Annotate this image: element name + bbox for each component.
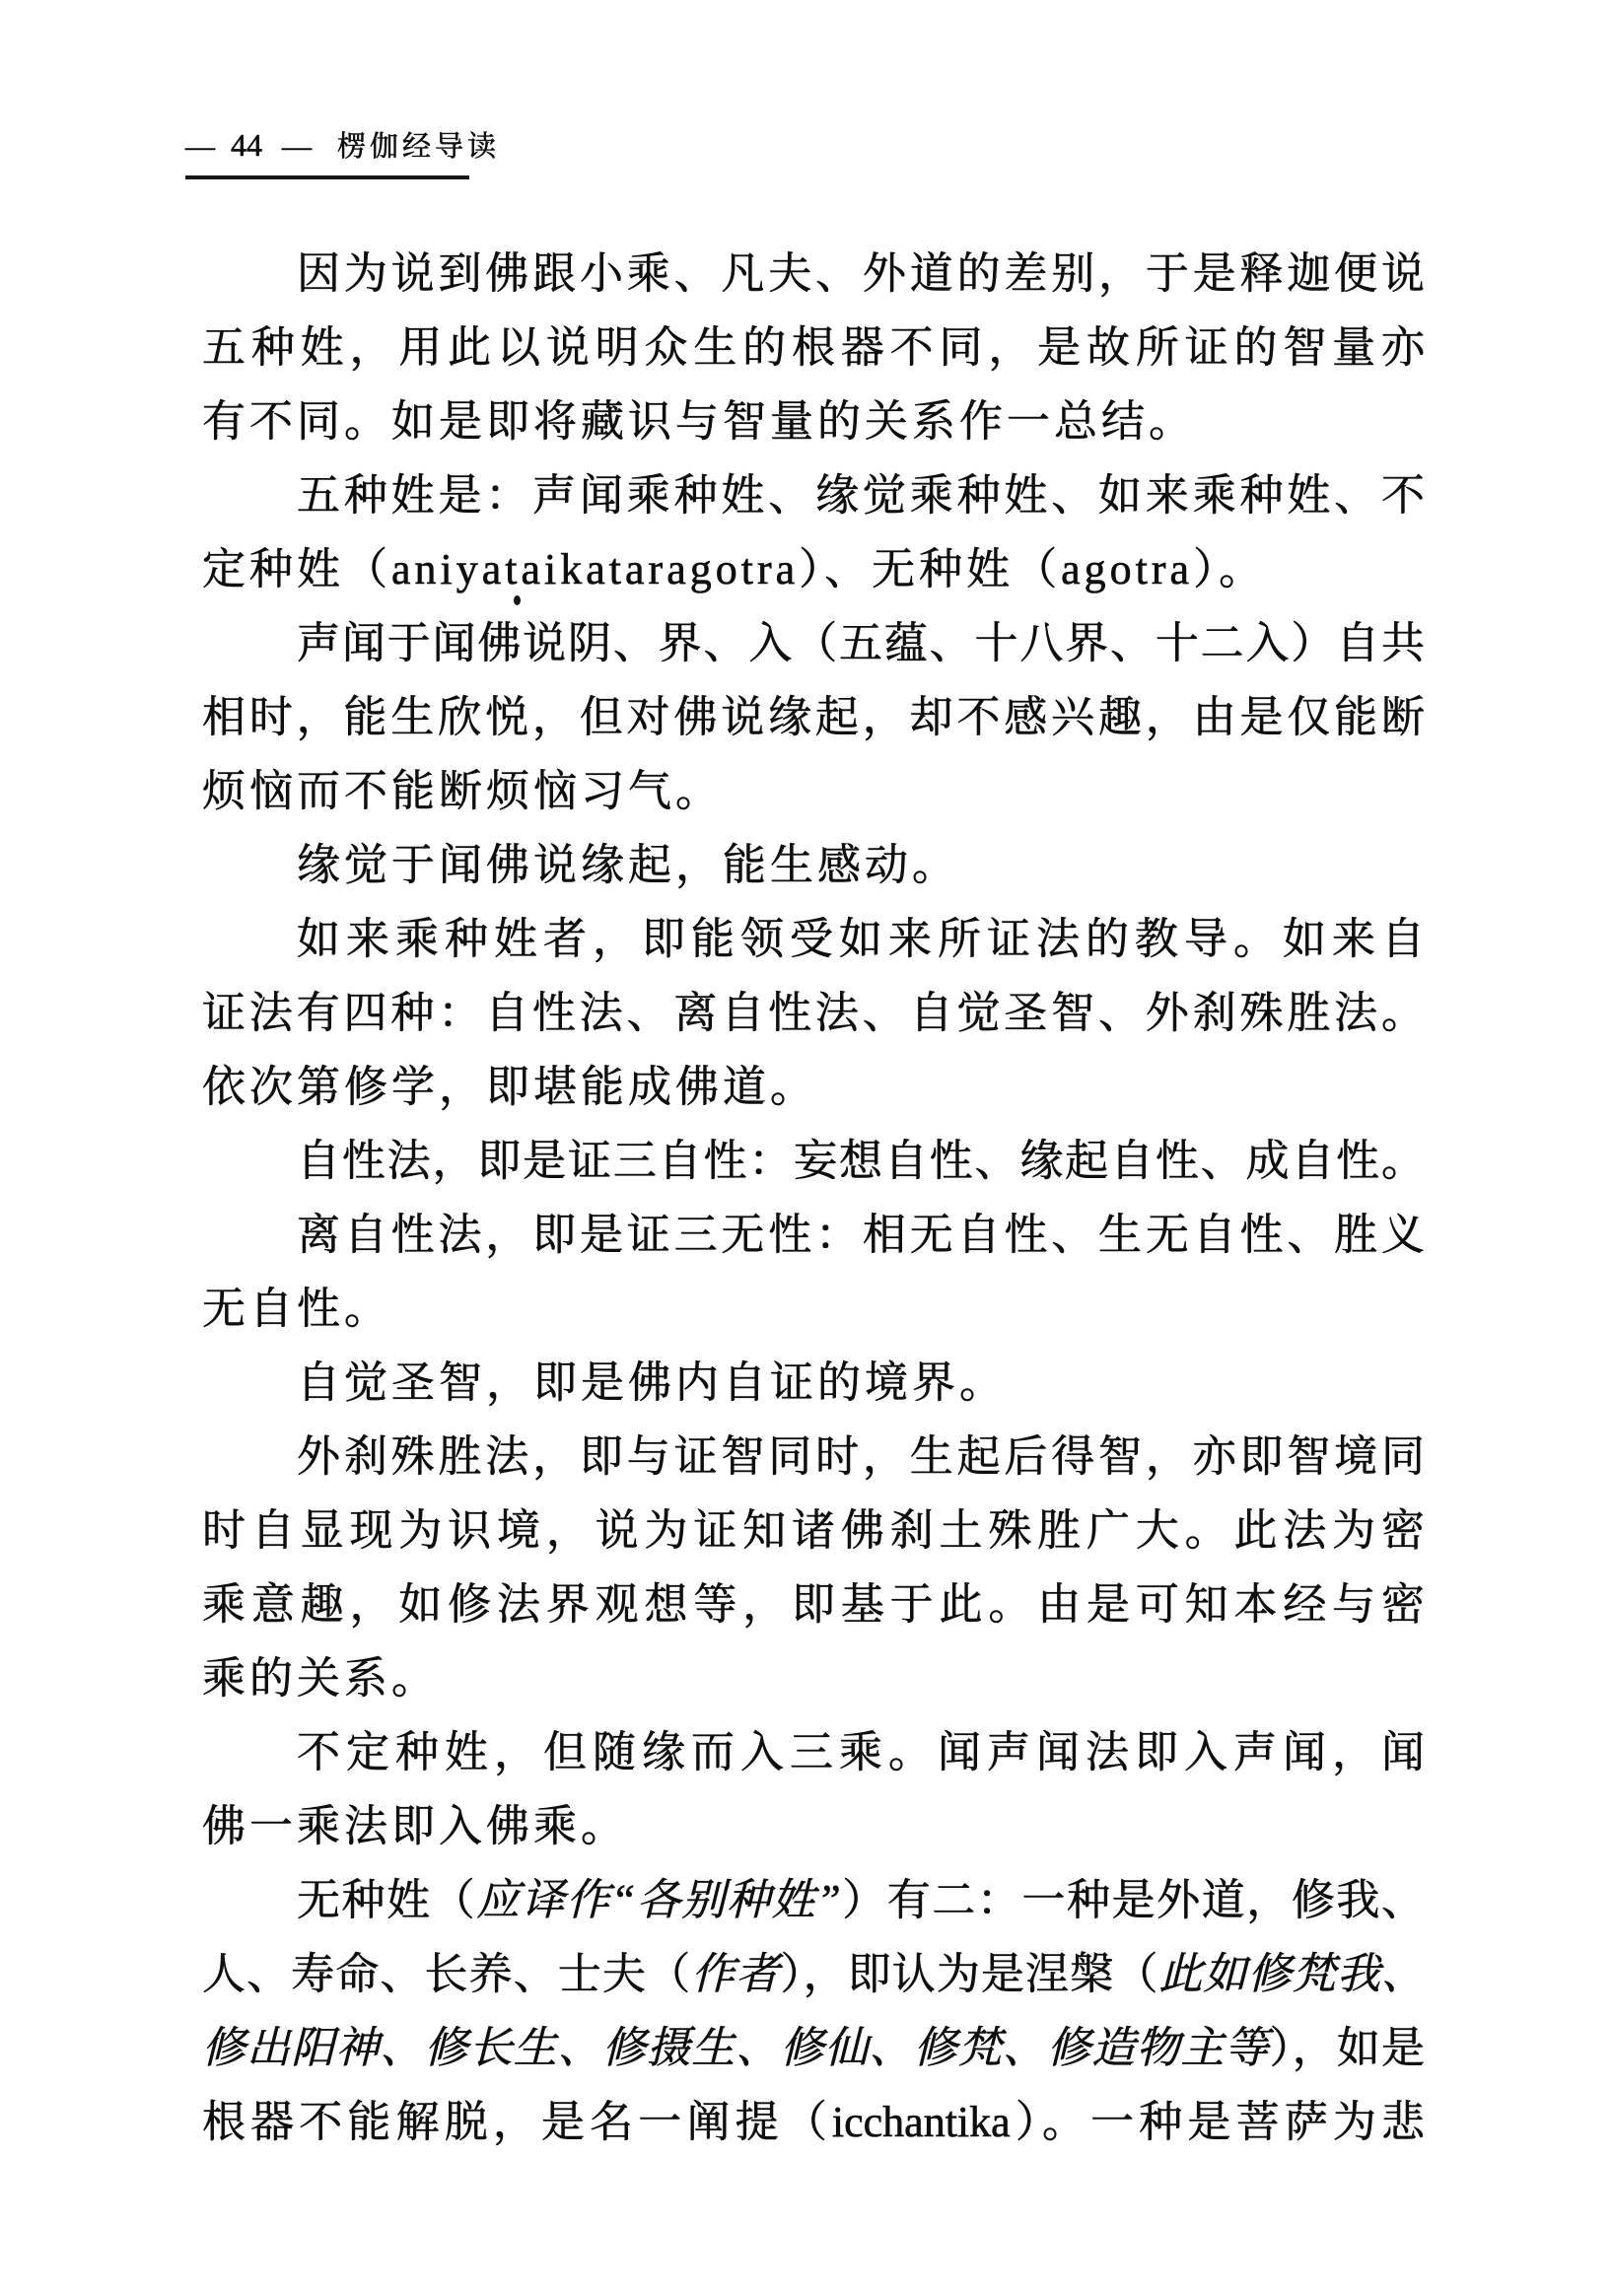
text-line bbox=[202, 532, 1425, 606]
text-line bbox=[202, 311, 1425, 384]
text-segment: 定种姓（aniyataikataragotra）、无种姓（agotra）。 bbox=[202, 545, 1267, 593]
text-segment: 无种姓（ bbox=[297, 1876, 477, 1924]
text-line bbox=[202, 1420, 1425, 1494]
text-line bbox=[202, 1346, 1425, 1420]
text-segment: 不定种姓，但随缘而入三乘。闻声闻法即入声闻，闻 bbox=[297, 1728, 1425, 1776]
book-title: 楞伽经导读 bbox=[337, 131, 501, 163]
text-segment: ）有二：一种是外道，修我、 bbox=[840, 1876, 1425, 1924]
text-segment: 时自显现为识境，说为证知诸佛刹土殊胜广大。此法为密 bbox=[202, 1506, 1425, 1555]
text-line bbox=[202, 754, 1425, 828]
text-segment: 缘觉于闻佛说缘起，能生感动。 bbox=[297, 841, 959, 889]
text-segment: 有不同。如是即将藏识与智量的关系作一总结。 bbox=[202, 397, 1196, 446]
text-line bbox=[202, 1863, 1425, 1937]
text-segment: 乘的关系。 bbox=[202, 1654, 439, 1703]
text-segment: ），如是 bbox=[1269, 2024, 1426, 2072]
header-dash-left: — bbox=[185, 130, 215, 163]
text-line bbox=[202, 1494, 1425, 1567]
text-segment: 证法有四种：自性法、离自性法、自觉圣智、外刹殊胜法。 bbox=[202, 989, 1425, 1037]
text-line bbox=[202, 2011, 1425, 2085]
annotation-segment: 作者 bbox=[691, 1950, 781, 1998]
text-line bbox=[202, 1937, 1425, 2011]
text-line bbox=[202, 1050, 1425, 1124]
text-line bbox=[202, 976, 1425, 1050]
text-segment: 因为说到佛跟小乘、凡夫、外道的差别，于是释迦便说 bbox=[297, 249, 1425, 298]
text-line bbox=[202, 828, 1425, 902]
text-line bbox=[202, 606, 1425, 680]
text-segment: 佛一乘法即入佛乘。 bbox=[202, 1802, 628, 1850]
text-segment: 五种姓，用此以说明众生的根器不同，是故所证的智量亦 bbox=[202, 323, 1425, 372]
text-segment: 依次第修学，即堪能成佛道。 bbox=[202, 1063, 817, 1111]
text-segment: 无自性。 bbox=[202, 1285, 391, 1333]
text-line bbox=[202, 237, 1425, 311]
text-segment: 烦恼而不能断烦恼习气。 bbox=[202, 767, 723, 815]
text-line bbox=[202, 902, 1425, 976]
emphasis-dot bbox=[514, 595, 521, 605]
page-number: 44 bbox=[231, 127, 262, 163]
text-segment: 乘意趣，如修法界观想等，即基于此。由是可知本经与密 bbox=[202, 1580, 1425, 1629]
text-line bbox=[202, 458, 1425, 532]
text-line bbox=[202, 1715, 1425, 1789]
text-segment: 五种姓是：声闻乘种姓、缘觉乘种姓、如来乘种姓、不 bbox=[297, 471, 1425, 520]
text-segment: 如来乘种姓者，即能领受如来所证法的教导。如来自 bbox=[297, 915, 1425, 963]
text-segment: 自觉圣智，即是佛内自证的境界。 bbox=[297, 1358, 1007, 1407]
header-dash-right: — bbox=[282, 130, 312, 163]
page-header bbox=[185, 127, 501, 179]
text-line bbox=[202, 1198, 1425, 1272]
page-body bbox=[202, 237, 1425, 2159]
text-line bbox=[202, 1567, 1425, 1641]
text-line bbox=[202, 680, 1425, 754]
text-line bbox=[202, 1272, 1425, 1346]
text-segment: 根器不能解脱，是名一阐提（icchantika）。一种是菩萨为悲 bbox=[202, 2098, 1425, 2146]
annotation-segment: 应译作“各别种姓” bbox=[476, 1876, 841, 1924]
text-line bbox=[202, 1124, 1425, 1198]
annotation-segment: 修出阳神、修长生、修摄生、修仙、修梵、修造物主等 bbox=[202, 2024, 1270, 2072]
text-segment: 人、寿命、长养、士夫（ bbox=[202, 1950, 692, 1998]
text-segment: 自性法，即是证三自性：妄想自性、缘起自性、成自性。 bbox=[297, 1137, 1425, 1185]
text-segment: 外刹殊胜法，即与证智同时，生起后得智，亦即智境同 bbox=[297, 1432, 1425, 1481]
text-segment: 离自性法，即是证三无性：相无自性、生无自性、胜义 bbox=[297, 1211, 1425, 1259]
text-line bbox=[202, 1641, 1425, 1715]
text-line bbox=[202, 1789, 1425, 1863]
text-line bbox=[202, 2085, 1425, 2159]
annotation-segment: 此如修梵我、 bbox=[1158, 1950, 1426, 1998]
text-segment: ），即认为是涅槃（ bbox=[780, 1950, 1159, 1998]
text-segment: 相时，能生欣悦，但对佛说缘起，却不感兴趣，由是仅能断 bbox=[202, 693, 1425, 741]
text-line bbox=[202, 384, 1425, 458]
text-segment: 声闻于闻佛说阴、界、入（五蕴、十八界、十二入）自共 bbox=[297, 619, 1425, 667]
